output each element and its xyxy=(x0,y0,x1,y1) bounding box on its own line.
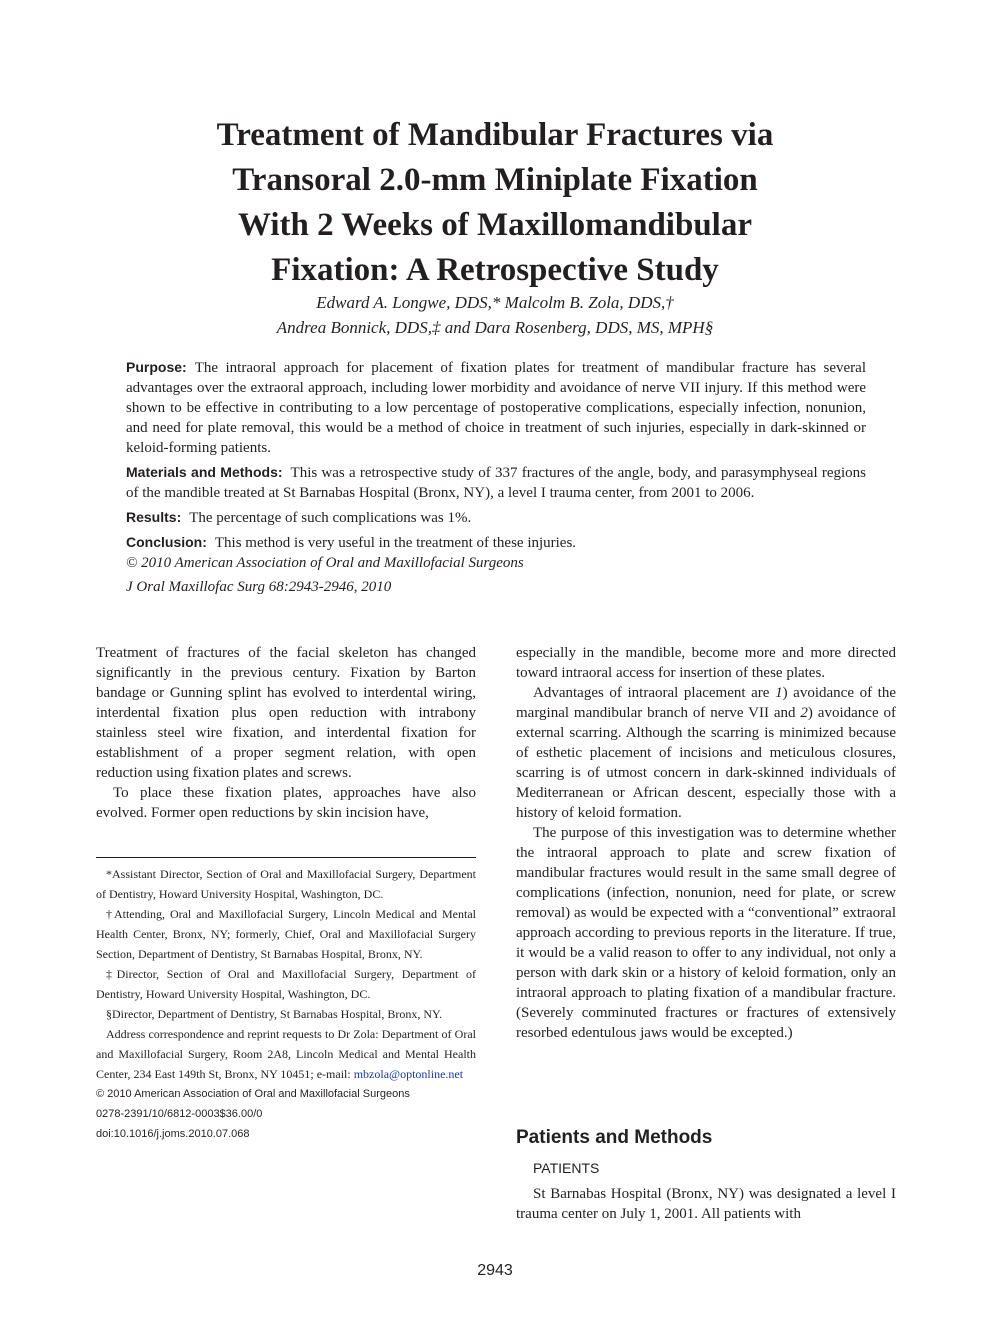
footnote-affiliation: ‡Director, Section of Oral and Maxillofacial Surgery, Department of Dentistry, Howard University Hospital, Washington, DC. xyxy=(96,967,476,1001)
list-number: 1 xyxy=(775,685,783,701)
abstract-conclusion-label: Conclusion: xyxy=(126,534,207,550)
abstract-results-text: The percentage of such complications was 1%. xyxy=(189,510,472,526)
body-paragraph xyxy=(516,683,896,823)
article-title xyxy=(90,113,900,293)
footnote-affiliation: †Attending, Oral and Maxillofacial Surgery, Lincoln Medical and Mental Health Center, Bronx, NY; formerly, Chief, Oral and Maxillofacial Surgery Section, Department of Dentistry, St Barnabas Hospital, Bronx, NY. xyxy=(96,907,476,961)
author-line: Edward A. Longwe, DDS,* Malcolm B. Zola, DDS,† xyxy=(316,293,674,312)
abstract-purpose-text: The intraoral approach for placement of fixation plates for treatment of mandibular fracture has several advantages over the extraoral approach, including lower morbidity and avoidance of nerve VII injury. If this method were shown to be effective in contributing to a low percentage of postoperative complications, especially infection, nonunion, and need for plate removal, this would be a method of choice in treatment of such injuries, especially in dark-skinned or keloid-forming patients. xyxy=(126,360,866,456)
journal-citation: J Oral Maxillofac Surg 68:2943-2946, 2010 xyxy=(126,579,392,595)
title-line: Treatment of Mandibular Fractures via xyxy=(216,117,774,153)
abstract-purpose-label: Purpose: xyxy=(126,359,187,375)
title-line: Transoral 2.0-mm Miniplate Fixation xyxy=(232,162,758,198)
text-run: Advantages of intraoral placement are xyxy=(533,685,776,701)
abstract-conclusion-text: This method is very useful in the treatment of these injuries. xyxy=(214,535,577,551)
page-number: 2943 xyxy=(477,1262,513,1279)
left-column xyxy=(96,643,476,823)
body-paragraph: The purpose of this investigation was to determine whether the intraoral approach to plate and screw fixation of mandibular fractures would result in the same small degree of complications (infection, nonunion, need for plate, or screw removal) as would be expected with a “conventional” extraoral approach according to previous reports in the literature. If true, it would be a valid reason to offer to any individual, not only a person with dark skin or a history of keloid formation, only an intraoral approach to plating fixation of a mandibular fracture. (Severely comminuted fractures or fractures of extensively resorbed edentulous jaws would be excepted.) xyxy=(516,825,896,1041)
section-heading: Patients and Methods xyxy=(516,1127,713,1148)
subsection-heading: PATIENTS xyxy=(533,1160,600,1176)
abstract xyxy=(126,357,866,601)
abstract-purpose xyxy=(126,357,866,458)
title-line: Fixation: A Retrospective Study xyxy=(271,252,719,288)
author-line: Andrea Bonnick, DDS,‡ and Dara Rosenberg, DDS, MS, MPH§ xyxy=(276,318,714,337)
license-line: 0278-2391/10/6812-0003$36.00/0 xyxy=(96,1108,263,1120)
abstract-methods xyxy=(126,462,866,503)
right-column-continued xyxy=(516,1184,896,1224)
right-column xyxy=(516,643,896,1043)
abstract-methods-text: This was a retrospective study of 337 fractures of the angle, body, and parasymphyseal regions of the mandible treated at St Barnabas Hospital (Bronx, NY), a level I trauma center, from 2001 to 2006. xyxy=(126,465,866,501)
abstract-copyright: © 2010 American Association of Oral and Maxillofacial Surgeons xyxy=(126,555,524,571)
list-number: 2 xyxy=(800,705,808,721)
text-run: ) avoidance of external scarring. Although the scarring is minimized because of esthetic placement of incisions and meticulous closures, scarring is of utmost concern in dark-skinned individuals of Mediterranean or African descent, especially those with a history of keloid formation. xyxy=(516,705,896,821)
body-paragraph: To place these fixation plates, approaches have also evolved. Former open reductions by skin incision have, xyxy=(96,785,476,821)
body-paragraph: St Barnabas Hospital (Bronx, NY) was designated a level I trauma center on July 1, 2001. All patients with xyxy=(516,1186,896,1222)
license-line: © 2010 American Association of Oral and Maxillofacial Surgeons xyxy=(96,1088,410,1100)
abstract-methods-label: Materials and Methods: xyxy=(126,464,283,480)
footnotes xyxy=(96,864,476,1144)
body-paragraph: especially in the mandible, become more and more directed toward intraoral access for insertion of these plates. xyxy=(516,645,896,681)
body-paragraph: Treatment of fractures of the facial skeleton has changed significantly in the previous century. Fixation by Barton bandage or Gunning splint has evolved to interdental wiring, interdental fixation plus open reduction with intrabony stainless steel wire fixation, and interdental fixation for establishment of a proper segment relation, with open reduction using fixation plates and screws. xyxy=(96,645,476,781)
email-link[interactable]: mbzola@optonline.net xyxy=(353,1067,464,1081)
title-line: With 2 Weeks of Maxillomandibular xyxy=(237,207,752,243)
correspondence-text: Address correspondence and reprint requests to Dr Zola: Department of Oral and Maxillofacial Surgery, Room 2A8, Lincoln Medical and Mental Health Center, 234 East 149th St, Bronx, NY 10451; e-mail: xyxy=(96,1027,476,1081)
footnote-correspondence xyxy=(96,1024,476,1084)
footnote-affiliation: *Assistant Director, Section of Oral and Maxillofacial Surgery, Department of Dentistry, Howard University Hospital, Washington, DC. xyxy=(96,867,476,901)
abstract-results xyxy=(126,507,866,528)
abstract-results-label: Results: xyxy=(126,509,182,525)
author-list xyxy=(90,290,900,340)
abstract-conclusion xyxy=(126,532,866,553)
doi-line: doi:10.1016/j.joms.2010.07.068 xyxy=(96,1128,250,1140)
text-run: ) avoidance of the marginal mandibular branch of nerve VII and xyxy=(516,685,896,721)
footnote-divider xyxy=(96,857,476,858)
footnote-affiliation: §Director, Department of Dentistry, St Barnabas Hospital, Bronx, NY. xyxy=(106,1007,443,1021)
